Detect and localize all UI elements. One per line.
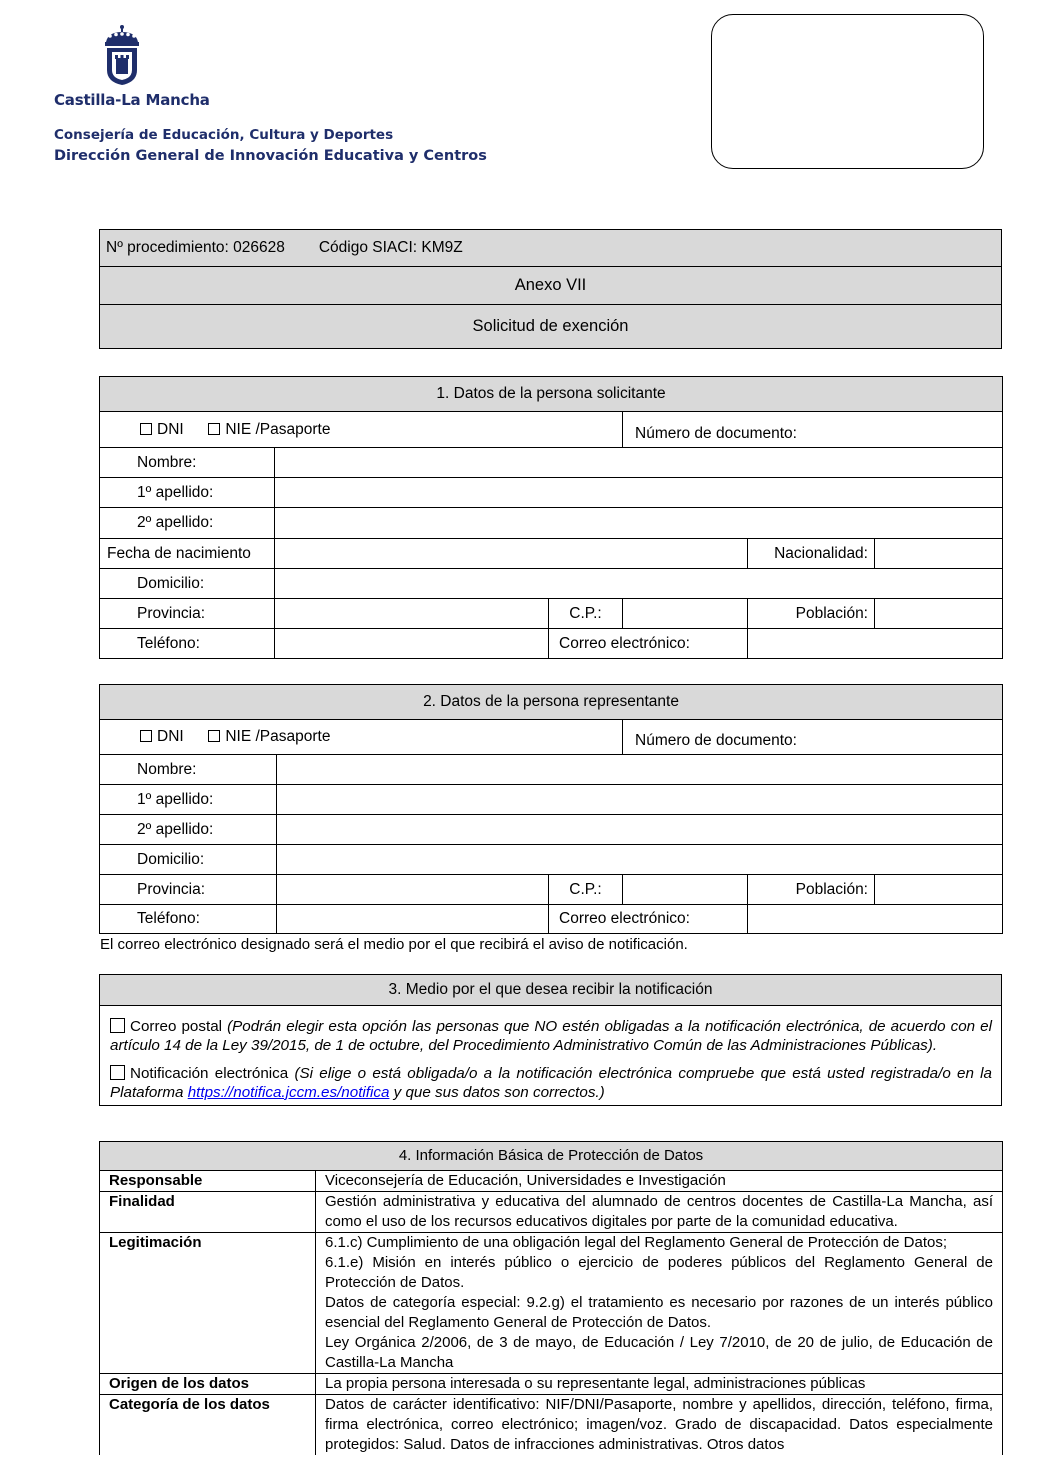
domicilio-field[interactable] — [275, 569, 1003, 599]
postal-note: (Podrán elegir esta opción las personas que NO estén obligadas a la notificación electrónica, de acuerdo con el artículo 14 de la Ley 39/2015, de 1 de octubre, del Procedimiento Administrativo Común de las Administraciones Públicas). — [110, 1018, 992, 1054]
dp-legitimacion-value — [316, 1233, 1003, 1374]
rep-correo-field[interactable] — [748, 905, 1003, 934]
rep-apellido1-field[interactable] — [277, 785, 1003, 815]
procedure-table — [99, 229, 1002, 349]
notification-header: 3. Medio por el que desea recibir la notificación — [100, 975, 1001, 1006]
rep-telefono-field[interactable] — [277, 905, 549, 934]
rep-dni-checkbox[interactable] — [140, 730, 152, 742]
nombre-field[interactable] — [275, 448, 1003, 478]
correo-label: Correo electrónico: — [549, 629, 748, 659]
applicant-doc-type — [100, 412, 623, 448]
dp-legitimacion-line: Datos de categoría especial: 9.2.g) el tratamiento es necesario por razones de un interés público esencial del Reglamento General de Protección de Datos. — [325, 1294, 993, 1331]
rep-dni-label: DNI — [157, 728, 184, 745]
castilla-la-mancha-logo — [100, 24, 144, 86]
dp-legitimacion-line: 6.1.c) Cumplimiento de una obligación legal del Reglamento General de Protección de Datos; — [325, 1234, 948, 1251]
fecha-nacimiento-label: Fecha de nacimiento — [100, 539, 275, 569]
rep-apellido2-field[interactable] — [277, 815, 1003, 845]
dp-row-value: Datos de carácter identificativo: NIF/DNI/Pasaporte, nombre y apellidos, dirección, teléfono, firma, firma electrónica, correo electrónico; imagen/voz. Grado de discapacidad. Datos especialmente protegidos: Salud. Datos de infracciones administrativas. Otros datos — [316, 1395, 1003, 1456]
dp-row-label: Legitimación — [100, 1233, 316, 1374]
rep-poblacion-field[interactable] — [875, 875, 1003, 905]
rep-provincia-label: Provincia: — [100, 875, 277, 905]
notification-section — [99, 974, 1002, 1106]
rep-nombre-label: Nombre: — [100, 755, 277, 785]
rep-nie-label: NIE /Pasaporte — [225, 728, 331, 745]
applicant-section — [99, 376, 1003, 659]
dp-row-label: Finalidad — [100, 1192, 316, 1233]
representative-section — [99, 684, 1003, 934]
nie-checkbox[interactable] — [208, 423, 220, 435]
rep-poblacion-label: Población: — [748, 875, 875, 905]
poblacion-field[interactable] — [875, 599, 1003, 629]
nacionalidad-field[interactable] — [875, 539, 1003, 569]
dp-row-value: Gestión administrativa y educativa del alumnado de centros docentes de Castilla-La Mancha, así como el uso de los recursos educativos digitales por parte de la comunidad educativa. — [316, 1192, 1003, 1233]
department-line-1: Consejería de Educación, Cultura y Deportes — [54, 127, 394, 143]
department-line-2: Dirección General de Innovación Educativa y Centros — [54, 148, 487, 164]
electronic-note-a: (Si elige o está obligada/o a la notificación electrónica compruebe que está usted registrada/o en la Plataforma — [110, 1065, 993, 1101]
rep-cp-label: C.P.: — [549, 875, 623, 905]
apellido2-label: 2º apellido: — [100, 508, 275, 539]
procedure-codes — [100, 230, 1002, 267]
provincia-field[interactable] — [275, 599, 549, 629]
siaci-code: Código SIACI: KM9Z — [318, 239, 463, 256]
postal-label: Correo postal — [130, 1018, 223, 1035]
domicilio-label: Domicilio: — [100, 569, 275, 599]
apellido1-label: 1º apellido: — [100, 478, 275, 508]
rep-doc-number[interactable]: Número de documento: — [623, 720, 1003, 755]
dp-row-label: Origen de los datos — [100, 1374, 316, 1395]
nombre-label: Nombre: — [100, 448, 275, 478]
dp-row-value: La propia persona interesada o su representante legal, administraciones públicas — [316, 1374, 1003, 1395]
electronic-checkbox[interactable] — [110, 1065, 125, 1080]
rep-apellido2-label: 2º apellido: — [100, 815, 277, 845]
nacionalidad-label: Nacionalidad: — [748, 539, 875, 569]
rep-domicilio-label: Domicilio: — [100, 845, 277, 875]
fecha-nacimiento-field[interactable] — [275, 539, 748, 569]
apellido2-field[interactable] — [275, 508, 1003, 539]
dp-legitimacion-line: 6.1.e) Misión en interés público o ejercicio de poderes públicos del Reglamento General de Protección de Datos. — [325, 1254, 993, 1291]
dp-row-label: Categoría de los datos — [100, 1395, 316, 1456]
electronic-option — [100, 1065, 1001, 1102]
cp-label: C.P.: — [549, 599, 623, 629]
data-protection-header: 4. Información Básica de Protección de Datos — [100, 1142, 1003, 1171]
telefono-field[interactable] — [275, 629, 549, 659]
representative-header: 2. Datos de la persona representante — [100, 685, 1003, 720]
rep-provincia-field[interactable] — [277, 875, 549, 905]
registry-stamp-box — [711, 14, 984, 169]
telefono-label: Teléfono: — [100, 629, 275, 659]
rep-nombre-field[interactable] — [277, 755, 1003, 785]
rep-nie-checkbox[interactable] — [208, 730, 220, 742]
data-protection-section — [99, 1141, 1003, 1455]
provincia-label: Provincia: — [100, 599, 275, 629]
form-title: Solicitud de exención — [100, 305, 1002, 349]
rep-apellido1-label: 1º apellido: — [100, 785, 277, 815]
annex-title: Anexo VII — [100, 267, 1002, 305]
notifica-link[interactable]: https://notifica.jccm.es/notifica — [187, 1083, 390, 1101]
rep-cp-field[interactable] — [623, 875, 748, 905]
cp-field[interactable] — [623, 599, 748, 629]
correo-field[interactable] — [748, 629, 1003, 659]
email-notice: El correo electrónico designado será el medio por el que recibirá el aviso de notificación. — [100, 936, 688, 953]
dp-row-value: Viceconsejería de Educación, Universidades e Investigación — [316, 1171, 1003, 1192]
postal-option — [100, 1018, 1001, 1055]
dp-row-label: Responsable — [100, 1171, 316, 1192]
postal-checkbox[interactable] — [110, 1018, 125, 1033]
representative-doc-type — [100, 720, 623, 755]
applicant-header: 1. Datos de la persona solicitante — [100, 377, 1003, 412]
logo-text: Castilla-La Mancha — [54, 91, 210, 109]
electronic-label: Notificación electrónica — [130, 1065, 289, 1082]
rep-telefono-label: Teléfono: — [100, 905, 277, 934]
rep-domicilio-field[interactable] — [277, 845, 1003, 875]
nie-label: NIE /Pasaporte — [225, 420, 331, 438]
applicant-doc-number[interactable]: Número de documento: — [623, 412, 1003, 448]
dp-legitimacion-line: Ley Orgánica 2/2006, de 3 de mayo, de Educación / Ley 7/2010, de 20 de julio, de Educación de Castilla-La Mancha — [325, 1334, 993, 1371]
procedure-number: Nº procedimiento: 026628 — [106, 239, 285, 256]
dni-label: DNI — [157, 420, 184, 438]
electronic-note-b: y que sus datos son correctos.) — [393, 1083, 605, 1101]
poblacion-label: Población: — [748, 599, 875, 629]
dni-checkbox[interactable] — [140, 423, 152, 435]
apellido1-field[interactable] — [275, 478, 1003, 508]
rep-correo-label: Correo electrónico: — [549, 905, 748, 934]
